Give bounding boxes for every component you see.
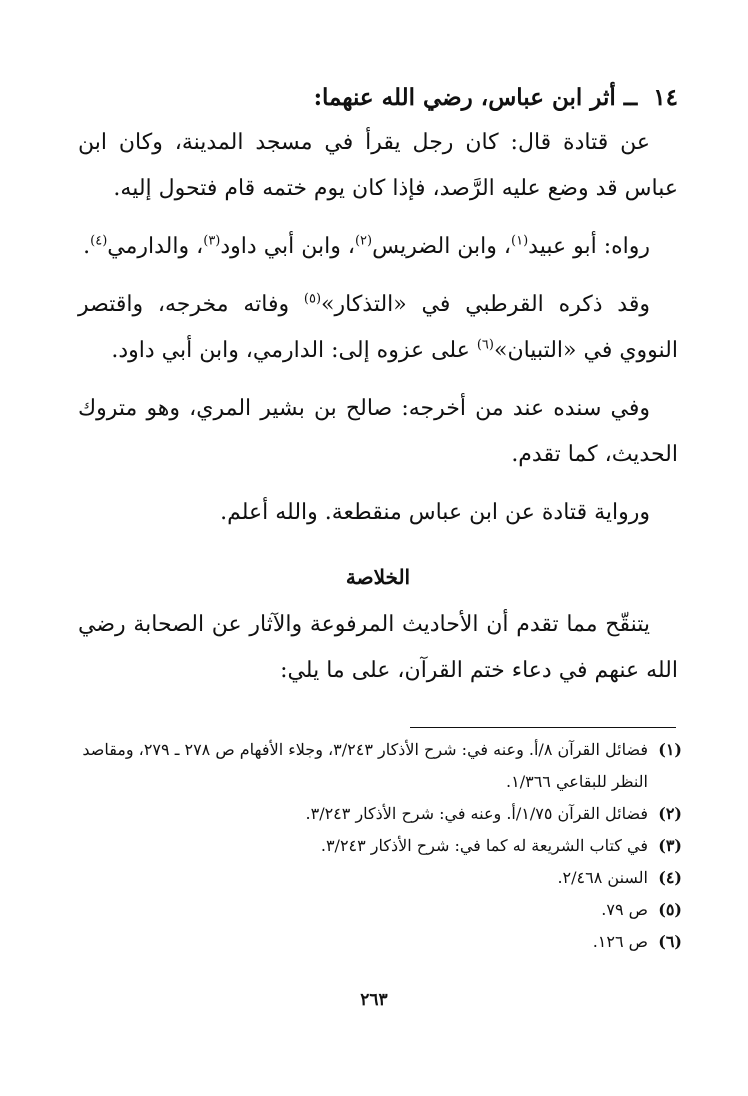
footnote-ref-2[interactable]: (٢) — [354, 233, 373, 249]
footnote-mark: (١) — [658, 740, 682, 759]
footnote-mark: (٤) — [658, 868, 682, 887]
footnote-mark: (٣) — [658, 836, 682, 855]
sources-text-d: ، والدارمي — [107, 234, 204, 259]
footnote-ref-5[interactable]: (٥) — [303, 291, 322, 307]
footnote-ref-3[interactable]: (٣) — [203, 233, 221, 249]
footnote-1 — [78, 734, 682, 798]
footnote-ref-1[interactable]: (١) — [511, 233, 529, 249]
paragraph-sources — [78, 224, 678, 270]
footnote-divider — [410, 727, 676, 728]
footnote-text: السنن ٢/٤٦٨. — [557, 868, 648, 887]
footnote-mark: (٢) — [658, 804, 682, 823]
footnote-5 — [78, 894, 682, 926]
section-heading — [78, 78, 678, 118]
page-number: ٢٦٣ — [360, 990, 388, 1010]
footnote-text: ص ٧٩. — [601, 900, 648, 919]
qurtubi-text-a: وقد ذكره القرطبي في «التذكار» — [321, 292, 650, 317]
heading-dash: ــ — [623, 84, 638, 111]
summary-text: يتنقّح مما تقدم أن الأحاديث المرفوعة والآثار عن الصحابة رضي الله عنهم في دعاء ختم القرآن، على ما يلي: — [78, 612, 678, 683]
footnotes — [78, 734, 682, 958]
footnote-mark: (٥) — [658, 900, 682, 919]
footnote-text: في كتاب الشريعة له كما في: شرح الأذكار ٣/٢٤٣. — [320, 836, 648, 855]
sources-text-e: . — [83, 234, 91, 259]
footnote-text: فضائل القرآن ٨/أ. وعنه في: شرح الأذكار ٣/٢٤٣، وجلاء الأفهام ص ٢٧٨ ـ ٢٧٩، ومقاصد النظر للبقاعي ١/٣٦٦. — [82, 740, 648, 791]
paragraph-chain: وفي سنده عند من أخرجه: صالح بن بشير المري، وهو متروك الحديث، كما تقدم. — [78, 396, 678, 467]
paragraph-conclusion: ورواية قتادة عن ابن عباس منقطعة. والله أعلم. — [220, 500, 650, 525]
footnote-text: ص ١٢٦. — [592, 932, 648, 951]
footnote-3 — [78, 830, 682, 862]
heading-number: ١٤ — [653, 84, 678, 111]
qurtubi-text-c: على عزوه إلى: الدارمي، وابن أبي داود. — [111, 338, 477, 363]
footnote-2 — [78, 798, 682, 830]
sources-text-c: ، وابن أبي داود — [220, 234, 355, 259]
heading-title: أثر ابن عباس، رضي الله عنهما: — [313, 84, 616, 111]
sources-text-a: رواه: أبو عبيد — [528, 234, 650, 259]
sources-text-b: ، وابن الضريس — [372, 234, 512, 259]
page-body — [78, 78, 678, 706]
footnote-4 — [78, 862, 682, 894]
paragraph-narration: عن قتادة قال: كان رجل يقرأ في مسجد المدينة، وكان ابن عباس قد وضع عليه الرَّصد، فإذا كان يوم ختمه قام فتحول إليه. — [78, 130, 678, 201]
footnote-text: فضائل القرآن ١/٧٥/أ. وعنه في: شرح الأذكار ٣/٢٤٣. — [305, 804, 648, 823]
footnote-6 — [78, 926, 682, 958]
footnote-ref-4[interactable]: (٤) — [90, 233, 108, 249]
footnote-ref-6[interactable]: (٦) — [476, 337, 494, 353]
summary-title: الخلاصة — [345, 565, 411, 589]
paragraph-qurtubi — [78, 282, 678, 374]
footnote-mark: (٦) — [658, 932, 682, 951]
qurtubi-text-b: وفاته مخرجه، واقتصر النووي في «التبيان» — [78, 292, 678, 363]
